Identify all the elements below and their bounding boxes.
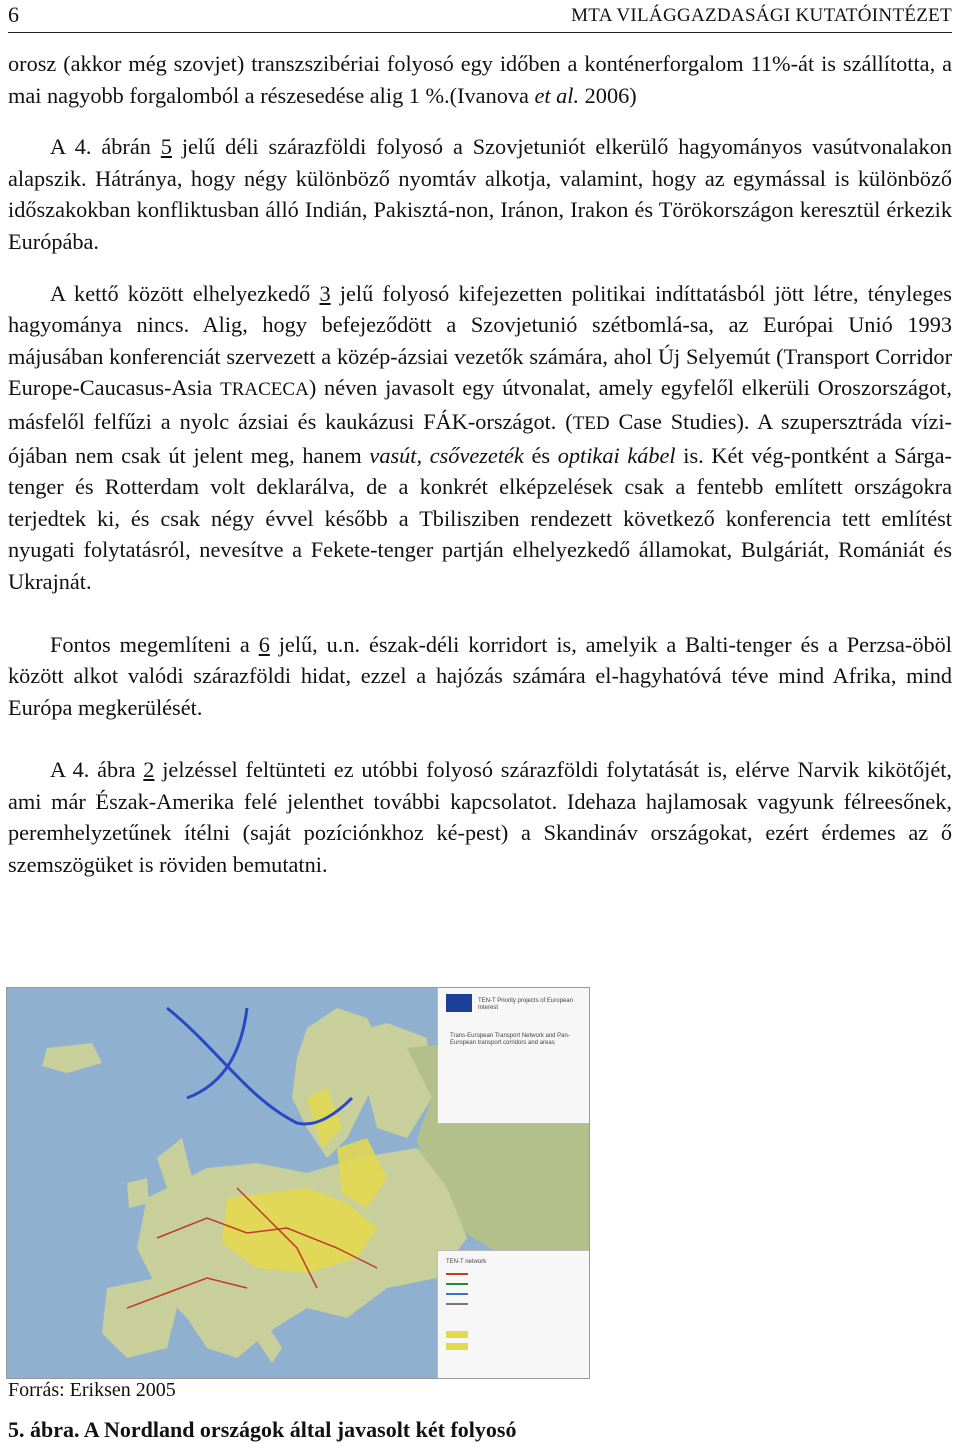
paragraph: A kettő között elhelyezkedő 3 jelű folyosó kifejezetten politikai indíttatásból jött létre, tényleges hagyománya nincs. Alig, hogy befejeződött a Szovjetunió szétbomlá-sa, az Európai Unió 1993 májusában konferenciát szervezett a közép-ázsiai vezetők számára, ahol Új Selyemút (Transport Corridor Europe-Caucasus-Asia TRACECA) néven javasolt egy útvonalat, amely egyfelől elkerüli Oroszországot, másfelől felfűzi a nyolc ázsiai és kaukázusi FÁK-országot. (TED Case Studies). A szupersztráda vízi-ójában nem csak út jelent meg, hanem vasút, csővezeték és optikai kábel is. Két vég-pontként a Sárga-tenger és Rotterdam volt deklarálva, de a konkrét elképzelések csak a fentebb említett országokra terjedtek ki, és csak négy évvel később a Tbilisziben rendezett következő konferencia tett említést nyugati folytatásról, nevesítve a Fekete-tenger partján elhelyezkedő államokat, Bulgáriát, Romániát és Ukrajnát. [8,280,952,594]
legend-swatch [446,1303,468,1305]
map-legend-bottom [437,1250,590,1379]
legend-heading: TEN-T network [446,1259,487,1265]
paragraph: A 4. ábra 2 jelzéssel feltünteti ez utóbbi folyosó szárazföldi folytatását is, elérve Narvik kikötőjét, ami már Észak-Amerika felé jelenthet további kapcsolatot. Idehaza hajlamosak vagyunk félreesőnek, peremhelyzetűnek ítélni (saját pozíciónkhoz ké-pest) a Skandináv országokat, ezért érdemes az ő szemszögüket is röviden bemutatni. [8,757,953,878]
corridor-number: 2 [143,757,155,783]
legend-title: TEN-T Priority projects of European Interest [478,998,573,1011]
legend-swatch [446,1343,468,1350]
corridor-number: 5 [160,134,172,160]
paragraph: A 4. ábrán 5 jelű déli szárazföldi folyosó a Szovjetuniót elkerülő hagyományos vasútvonalakon alapszik. Hátránya, hogy négy különböző nyomtáv alkotja, valamint, hogy az egymással is különböző időszakokban konfliktusban álló Indián, Pakisztá-non, Iránon, Irakon és Törökországon keresztül érkezik Európába. [8,134,952,254]
body-text [8,48,952,881]
paragraph: Fontos megemlíteni a 6 jelű, u.n. észak-déli korridort is, amelyik a Balti-tenger és a Perzsa-öböl között alkot valódi szárazföldi hidat, ezzel a hajózás számára el-hagyhatóvá téve mind Afrika, mind Európa megkerülését. [8,631,952,720]
map-legend-top [437,988,590,1124]
eu-flag-icon [446,994,472,1012]
europe-corridor-map [6,987,590,1379]
paragraph: orosz (akkor még szovjet) transzszibériai folyosó egy időben a konténerforgalom 11%-át is szállította, a mai nagyobb forgalomból a részesedése alig 1 %.(Ivanova et al. 2006) [8,51,952,108]
legend-swatch [446,1273,468,1275]
legend-swatch [446,1331,468,1338]
corridor-number: 6 [258,631,270,657]
running-head: MTA VILÁGGAZDASÁGI KUTATÓINTÉZET [571,5,952,26]
figure-source: Forrás: Eriksen 2005 [8,1379,176,1401]
page-header [8,2,952,33]
corridor-number: 3 [319,280,331,306]
figure-caption: 5. ábra. A Nordland országok által javasolt két folyosó [8,1417,517,1442]
legend-swatch [446,1283,468,1285]
page-number: 6 [8,2,19,27]
legend-swatch [446,1293,468,1295]
legend-subtitle: Trans-European Transport Network and Pan-European transport corridors and areas [450,1033,570,1046]
